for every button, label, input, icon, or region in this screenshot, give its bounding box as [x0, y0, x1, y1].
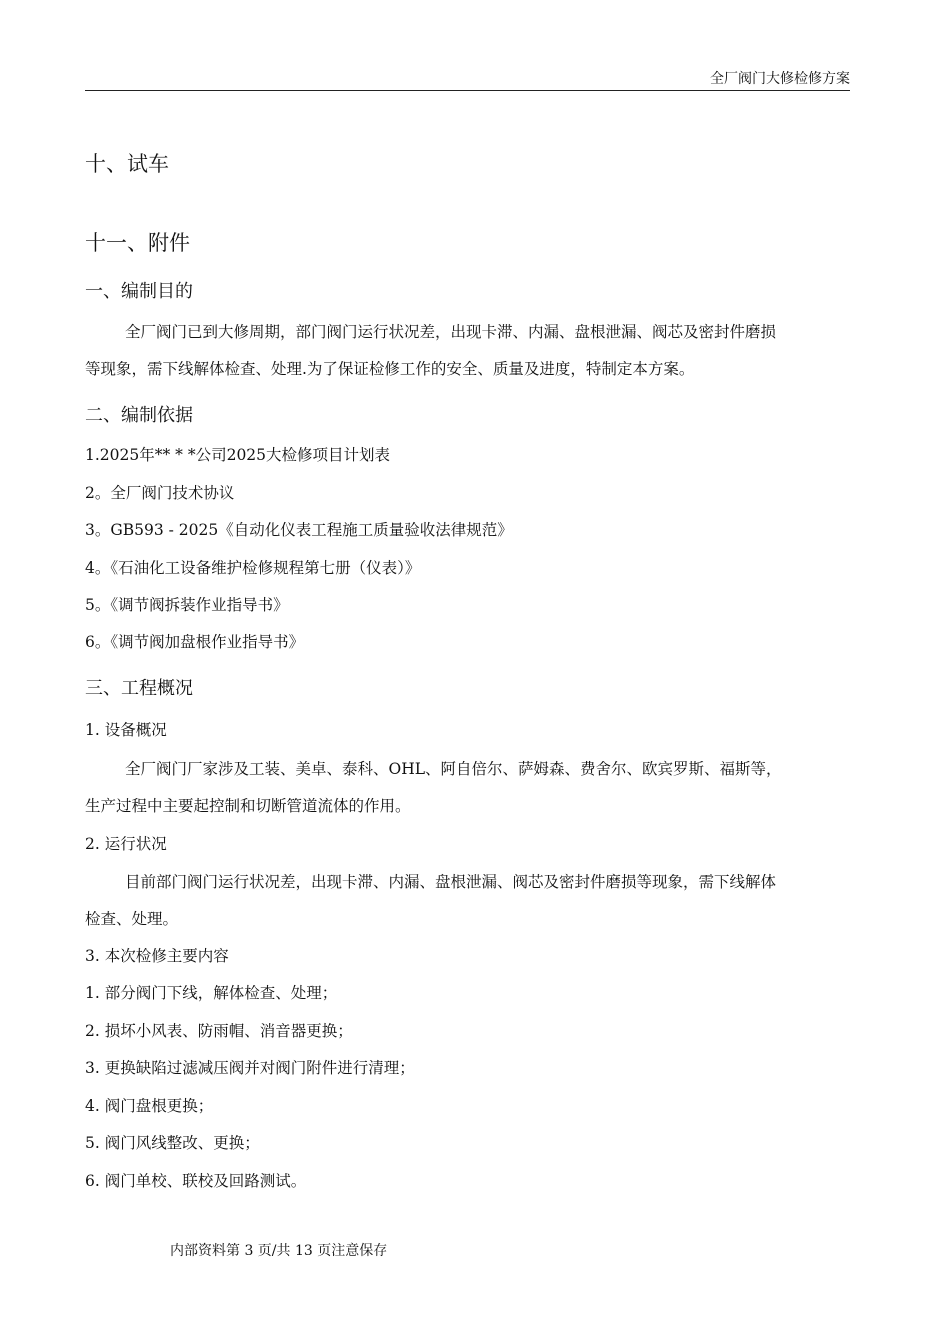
paragraph-line: 全厂阀门厂家涉及工装、美卓、泰科、OHL、阿自倍尔、萨姆森、费舍尔、欧宾罗斯、福斯等， — [125, 760, 782, 778]
paragraph-purpose — [85, 314, 885, 388]
page-header — [85, 70, 850, 91]
heading-basis: 二、编制依据 — [85, 405, 193, 426]
content-item: 6. 阀门单校、联校及回路测试。 — [85, 1172, 307, 1190]
paragraph-line: 目前部门阀门运行状况差，出现卡滞、内漏、盘根泄漏、阀芯及密封件磨损等现象，需下线解体 — [125, 873, 777, 891]
section-heading-trial-run: 十、试车 — [85, 152, 169, 176]
content-item: 4. 阀门盘根更换； — [85, 1097, 214, 1115]
paragraph-line: 全厂阀门已到大修周期，部门阀门运行状况差，出现卡滞、内漏、盘根泄漏、阀芯及密封件磨损 — [125, 323, 777, 341]
basis-item: 3。GB593 - 2025《自动化仪表工程施工质量验收法律规范》 — [85, 521, 513, 539]
subheading-equipment: 1. 设备概况 — [85, 721, 167, 739]
paragraph-line: 等现象，需下线解体检查、处理.为了保证检修工作的安全、质量及进度，特制定本方案。 — [85, 360, 695, 378]
subheading-status: 2. 运行状况 — [85, 835, 167, 853]
paragraph-equipment — [85, 751, 885, 825]
page-footer: 内部资料第 3 页/共 13 页注意保存 — [170, 1243, 388, 1259]
heading-purpose: 一、编制目的 — [85, 281, 193, 302]
basis-item: 6。《调节阀加盘根作业指导书》 — [85, 633, 305, 651]
content-item: 2. 损坏小风表、防雨帽、消音器更换； — [85, 1022, 353, 1040]
heading-overview: 三、工程概况 — [85, 678, 193, 699]
content-item: 1. 部分阀门下线，解体检查、处理； — [85, 984, 338, 1002]
header-title: 全厂阀门大修检修方案 — [710, 71, 850, 87]
paragraph-line: 检查、处理。 — [85, 910, 179, 928]
basis-item: 2。全厂阀门技术协议 — [85, 484, 235, 502]
section-heading-attachments: 十一、附件 — [85, 231, 190, 255]
paragraph-status — [85, 864, 885, 938]
paragraph-line: 生产过程中主要起控制和切断管道流体的作用。 — [85, 797, 411, 815]
basis-item: 4。《石油化工设备维护检修规程第七册（仪表）》 — [85, 559, 421, 577]
content-item: 5. 阀门风线整改、更换； — [85, 1134, 260, 1152]
basis-item: 1.2025年** * *公司2025大检修项目计划表 — [85, 446, 391, 464]
content-item: 3. 更换缺陷过滤减压阀并对阀门附件进行清理； — [85, 1059, 415, 1077]
subheading-content: 3. 本次检修主要内容 — [85, 947, 229, 965]
basis-item: 5。《调节阀拆装作业指导书》 — [85, 596, 289, 614]
